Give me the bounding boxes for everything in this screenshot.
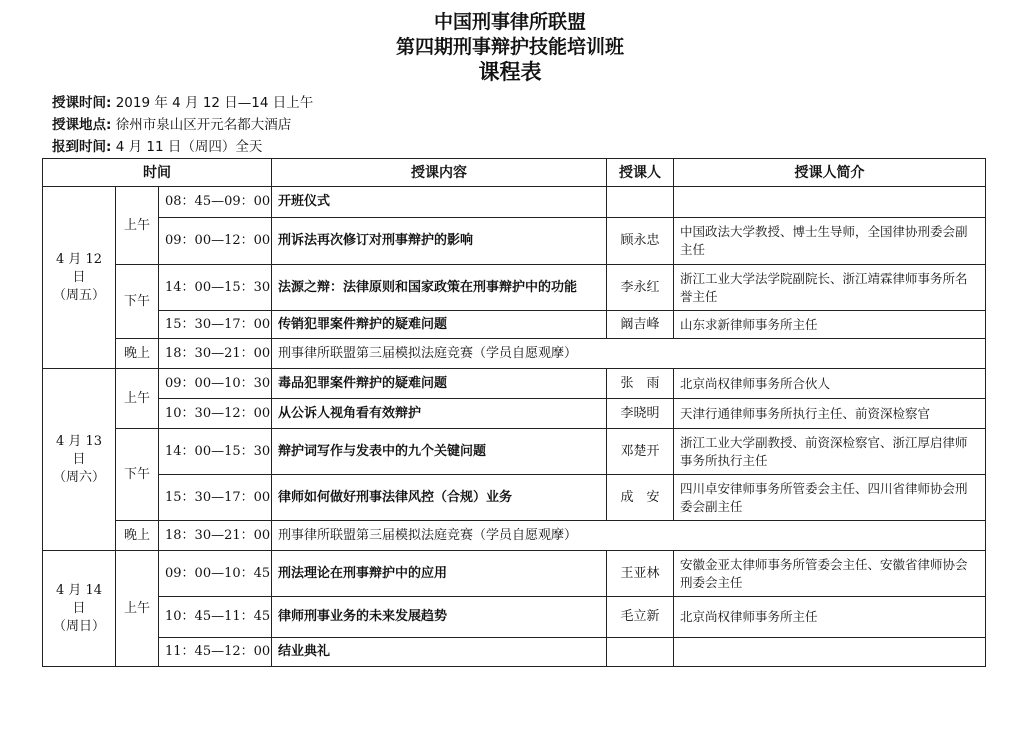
- period-pm: 下午: [116, 429, 159, 521]
- bio-cell: 天津行通律师事务所执行主任、前资深检察官: [674, 399, 986, 429]
- time-cell: 09：00—12：00: [159, 218, 272, 265]
- speaker-cell: [607, 187, 674, 218]
- info-checkin-label: 报到时间:: [52, 139, 112, 155]
- header-row: [43, 159, 986, 187]
- info-checkin: [52, 137, 262, 157]
- topic-cell: 刑事律所联盟第三届模拟法庭竞赛（学员自愿观摩）: [272, 521, 986, 551]
- schedule-title: 课程表: [478, 60, 542, 84]
- time-cell: 11：45—12：00: [159, 638, 272, 667]
- bio-cell: 浙江工业大学副教授、前资深检察官、浙江厚启律师事务所执行主任: [674, 429, 986, 475]
- bio-cell: 山东求新律师事务所主任: [674, 311, 986, 339]
- date-label: 4 月 14 日: [55, 582, 103, 616]
- speaker-cell: 邓楚开: [607, 429, 674, 475]
- bio-cell: 四川卓安律师事务所管委会主任、四川省律师协会刑委会副主任: [674, 475, 986, 521]
- date-cell: [43, 187, 116, 369]
- col-header-time: 时间: [43, 159, 272, 187]
- col-header-content: 授课内容: [272, 159, 607, 187]
- date-cell: [43, 369, 116, 551]
- schedule-table: [42, 158, 986, 667]
- time-cell: 09：00—10：30: [159, 369, 272, 399]
- topic-cell: 传销犯罪案件辩护的疑难问题: [272, 311, 607, 339]
- bio-cell: 中国政法大学教授、博士生导师，全国律协刑委会副主任: [674, 218, 986, 265]
- speaker-cell: 成 安: [607, 475, 674, 521]
- bio-cell: 北京尚权律师事务所主任: [674, 597, 986, 638]
- period-am: 上午: [116, 369, 159, 429]
- speaker-cell: 毛立新: [607, 597, 674, 638]
- topic-cell: 律师如何做好刑事法律风控（合规）业务: [272, 475, 607, 521]
- topic-cell: 刑诉法再次修订对刑事辩护的影响: [272, 218, 607, 265]
- period-am: 上午: [116, 187, 159, 265]
- speaker-cell: 顾永忠: [607, 218, 674, 265]
- col-header-speaker: 授课人: [607, 159, 674, 187]
- table-row: [43, 521, 986, 551]
- speaker-cell: 李晓明: [607, 399, 674, 429]
- time-cell: 14：00—15：30: [159, 265, 272, 311]
- table-row: [43, 551, 986, 597]
- table-row: [43, 369, 986, 399]
- topic-cell: 律师刑事业务的未来发展趋势: [272, 597, 607, 638]
- topic-cell: 结业典礼: [272, 638, 607, 667]
- bio-cell: 浙江工业大学法学院副院长、浙江靖霖律师事务所名誉主任: [674, 265, 986, 311]
- info-place-value: 徐州市泉山区开元名都大酒店: [115, 117, 292, 133]
- program-title: 第四期刑事辩护技能培训班: [395, 36, 624, 58]
- date-label: 4 月 13 日: [55, 433, 103, 467]
- speaker-cell: 王亚林: [607, 551, 674, 597]
- document-header: [0, 10, 1020, 85]
- time-cell: 09：00—10：45: [159, 551, 272, 597]
- speaker-cell: 张 雨: [607, 369, 674, 399]
- speaker-cell: 李永红: [607, 265, 674, 311]
- table-row: [43, 265, 986, 311]
- topic-cell: 刑事律所联盟第三届模拟法庭竞赛（学员自愿观摩）: [272, 339, 986, 369]
- time-cell: 14：00—15：30: [159, 429, 272, 475]
- bio-cell: 北京尚权律师事务所合伙人: [674, 369, 986, 399]
- period-evening: 晚上: [116, 521, 159, 551]
- table-row: [43, 218, 986, 265]
- bio-cell: 安徽金亚太律师事务所管委会主任、安徽省律师协会刑委会主任: [674, 551, 986, 597]
- bio-cell: [674, 638, 986, 667]
- time-cell: 10：30—12：00: [159, 399, 272, 429]
- period-evening: 晚上: [116, 339, 159, 369]
- time-cell: 18：30—21：00: [159, 521, 272, 551]
- topic-cell: 毒品犯罪案件辩护的疑难问题: [272, 369, 607, 399]
- time-cell: 10：45—11：45: [159, 597, 272, 638]
- info-checkin-value: 4 月 11 日（周四）全天: [115, 139, 263, 155]
- topic-cell: 开班仪式: [272, 187, 607, 218]
- topic-cell: 法源之辩：法律原则和国家政策在刑事辩护中的功能: [272, 265, 607, 311]
- info-place-label: 授课地点:: [52, 117, 112, 133]
- time-cell: 08：45—09：00: [159, 187, 272, 218]
- time-cell: 15：30—17：00: [159, 311, 272, 339]
- period-pm: 下午: [116, 265, 159, 339]
- time-cell: 15：30—17：00: [159, 475, 272, 521]
- table-row: [43, 597, 986, 638]
- weekday-label: （周六）: [52, 469, 105, 485]
- organization-title: 中国刑事律所联盟: [433, 11, 586, 33]
- info-time-value: 2019 年 4 月 12 日—14 日上午: [115, 95, 314, 111]
- weekday-label: （周五）: [52, 287, 105, 303]
- info-time-label: 授课时间:: [52, 95, 112, 111]
- table-row: [43, 429, 986, 475]
- speaker-cell: 阚吉峰: [607, 311, 674, 339]
- table-row: [43, 475, 986, 521]
- table-row: [43, 339, 986, 369]
- topic-cell: 刑法理论在刑事辩护中的应用: [272, 551, 607, 597]
- table-row: [43, 311, 986, 339]
- bio-cell: [674, 187, 986, 218]
- date-cell: [43, 551, 116, 667]
- period-am: 上午: [116, 551, 159, 667]
- speaker-cell: [607, 638, 674, 667]
- info-place: [52, 115, 291, 135]
- date-label: 4 月 12 日: [55, 251, 103, 285]
- time-cell: 18：30—21：00: [159, 339, 272, 369]
- table-row: [43, 638, 986, 667]
- table-row: [43, 187, 986, 218]
- info-time: [52, 93, 313, 113]
- weekday-label: （周日）: [52, 618, 105, 634]
- table-row: [43, 399, 986, 429]
- col-header-bio: 授课人简介: [674, 159, 986, 187]
- topic-cell: 从公诉人视角看有效辩护: [272, 399, 607, 429]
- topic-cell: 辩护词写作与发表中的九个关键问题: [272, 429, 607, 475]
